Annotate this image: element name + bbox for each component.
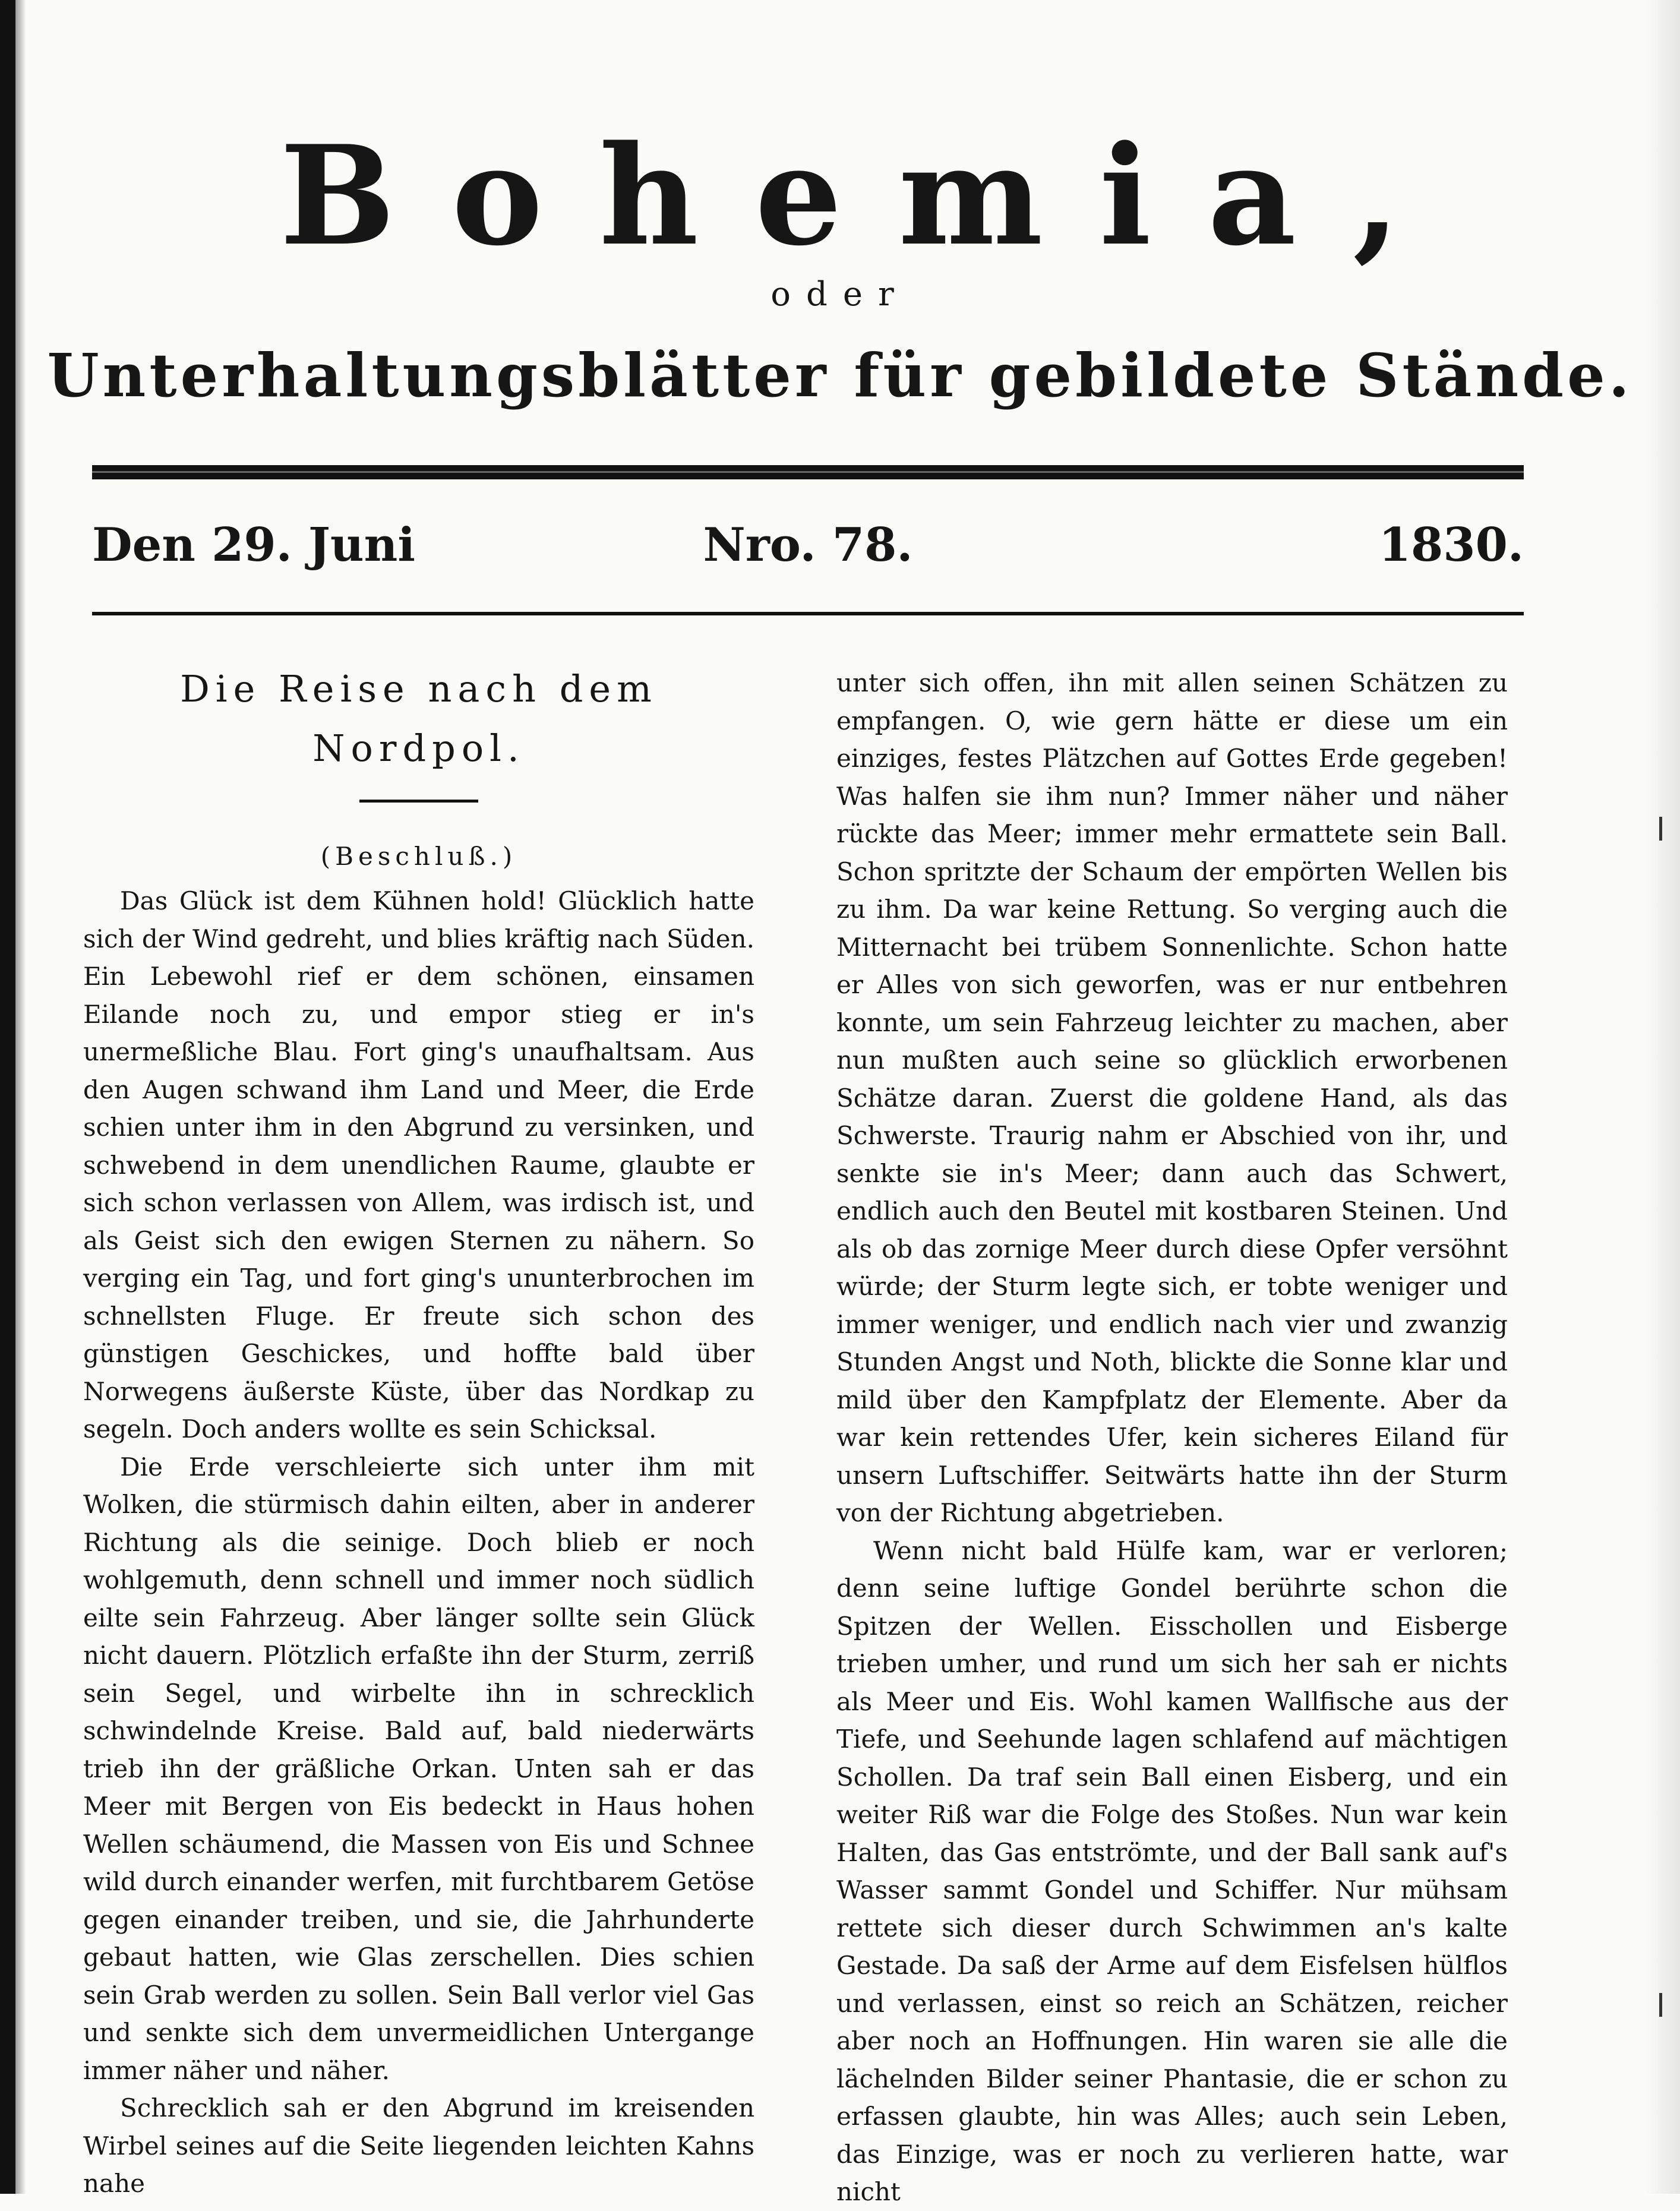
scan-left-border (0, 0, 15, 2194)
masthead-conjunction: oder (770, 275, 910, 314)
issue-number: Nro. 78. (703, 518, 913, 572)
paragraph: Schrecklich sah er den Abgrund im kreisenden Wirbel seines auf die Seite liegenden leichten Kahns nahe (83, 2093, 754, 2198)
issue-date: Den 29. Juni (92, 518, 415, 572)
issue-year: 1830. (1378, 518, 1524, 572)
issue-dateline (92, 516, 1524, 575)
paragraph: Wenn nicht bald Hülfe kam, war er verloren; denn seine luftige Gondel berührte schon die Spitzen der Wellen. Eisschollen und Eisberge trieben umher, und rund um sich her sah er nichts als Meer und Eis. Wohl kamen Wallfische aus der Tiefe, und Seehunde lagen schlafend auf mächtigen Schollen. Da traf sein Ball einen Eisberg, und ein weiter Riß war die Folge des Stoßes. Nun war kein Halten, das Gas entströmte, und der Ball sank auf's Wasser sammt Gondel und Schiffer. Nur mühsam rettete sich dieser durch Schwimmen an's kalte Gestade. Da saß der Arme auf dem Eisfelsen hülflos und verlassen, einst so reich an Schätzen, reicher aber noch an Hoffnungen. Hin waren sie alle die lächelnden Bilder seiner Phantasie, die er schon zu erfassen glaubte, hin was Alles; auch sein Leben, das Einzige, was er noch zu verlieren hatte, war nicht (836, 1536, 1508, 2206)
masthead-rule-line (92, 471, 1524, 473)
article-title: Die Reise nach dem Nordpol. (180, 667, 658, 770)
scan-gutter-shadow (15, 0, 26, 2194)
paragraph: Das Glück ist dem Kühnen hold! Glücklich hatte sich der Wind gedreht, und blies kräftig nach Süden. Ein Lebewohl rief er dem schönen, einsamen Eilande noch zu, und empor stieg er in's unermeßliche Blau. Fort ging's unaufhaltsam. Aus den Augen schwand ihm Land und Meer, die Erde schien unter ihm in den Abgrund zu versinken, und schwebend in dem unendlichen Raume, glaubte er sich schon verlassen von Allem, was irdisch ist, und als Geist sich den ewigen Sternen zu nähern. So verging ein Tag, und fort ging's ununterbrochen im schnellsten Fluge. Er freute sich schon des günstigen Geschickes, und hoffte bald über Norwegens äußerste Küste, über das Nordkap zu segeln. Doch anders wollte es sein Schicksal. (83, 886, 754, 1444)
masthead-subtitle: Unterhaltungsblätter für gebildete Stände. (47, 340, 1633, 410)
scan-right-edge (1644, 0, 1680, 2194)
paragraph: unter sich offen, ihn mit allen seinen Schätzen zu empfangen. O, wie gern hätte er diese um ein einziges, festes Plätzchen auf Gottes Erde gegeben! Was halfen sie ihm nun? Immer näher und näher rückte das Meer; immer mehr ermattete sein Ball. Schon spritzte der Schaum der empörten Wellen bis zu ihm. Da war keine Rettung. So verging auch die Mitternacht bei trübem Sonnenlichte. Schon hatte er Alles von sich geworfen, was er nur entbehren konnte, um sein Fahrzeug leichter zu machen, aber nun mußten auch seine so glücklich erworbenen Schätze daran. Zuerst die goldene Hand, als das Schwerste. Traurig nahm er Abschied von ihr, und senkte sie in's Meer; dann auch das Schwert, endlich auch den Beutel mit kostbaren Steinen. Und als ob das zornige Meer durch diese Opfer versöhnt würde; der Sturm legte sich, er tobte weniger und immer weniger, und endlich nach vier und zwanzig Stunden Angst und Noth, blickte die Sonne klar und mild über den Kampfplatz der Elemente. Aber da war kein rettendes Ufer, kein sicheres Eiland für unsern Luftschiffer. Seitwärts hatte ihn der Sturm von der Richtung abgetrieben. (836, 668, 1508, 1527)
text-column-right (836, 664, 1508, 2211)
paragraph: Die Erde verschleierte sich unter ihm mit Wolken, die stürmisch dahin eilten, aber in anderer Richtung als die seinige. Doch blieb er noch wohlgemuth, denn schnell und immer noch südlich eilte sein Fahrzeug. Aber länger sollte sein Glück nicht dauern. Plötzlich erfaßte ihn der Sturm, zerriß sein Segel, und wirbelte ihn in schrecklich schwindelnde Kreise. Bald auf, bald niederwärts trieb ihn der gräßliche Orkan. Unten sah er das Meer mit Bergen von Eis bedeckt in Haus hohen Wellen schäumend, die Massen von Eis und Schnee wild durch einander werfen, mit furchtbarem Getöse gegen einander treiben, und sie, die Jahrhunderte gebaut hatten, wie Glas zerschellen. Dies schien sein Grab werden zu sollen. Sein Ball verlor viel Gas und senkte sich dem unvermeidlichen Untergange immer näher und näher. (83, 1452, 754, 2085)
masthead-title: Bohemia, (279, 116, 1457, 276)
text-column-left (83, 659, 754, 2203)
article-subtitle: (Beschluß.) (320, 842, 517, 871)
title-divider (359, 800, 478, 803)
dateline-rule (92, 612, 1524, 615)
